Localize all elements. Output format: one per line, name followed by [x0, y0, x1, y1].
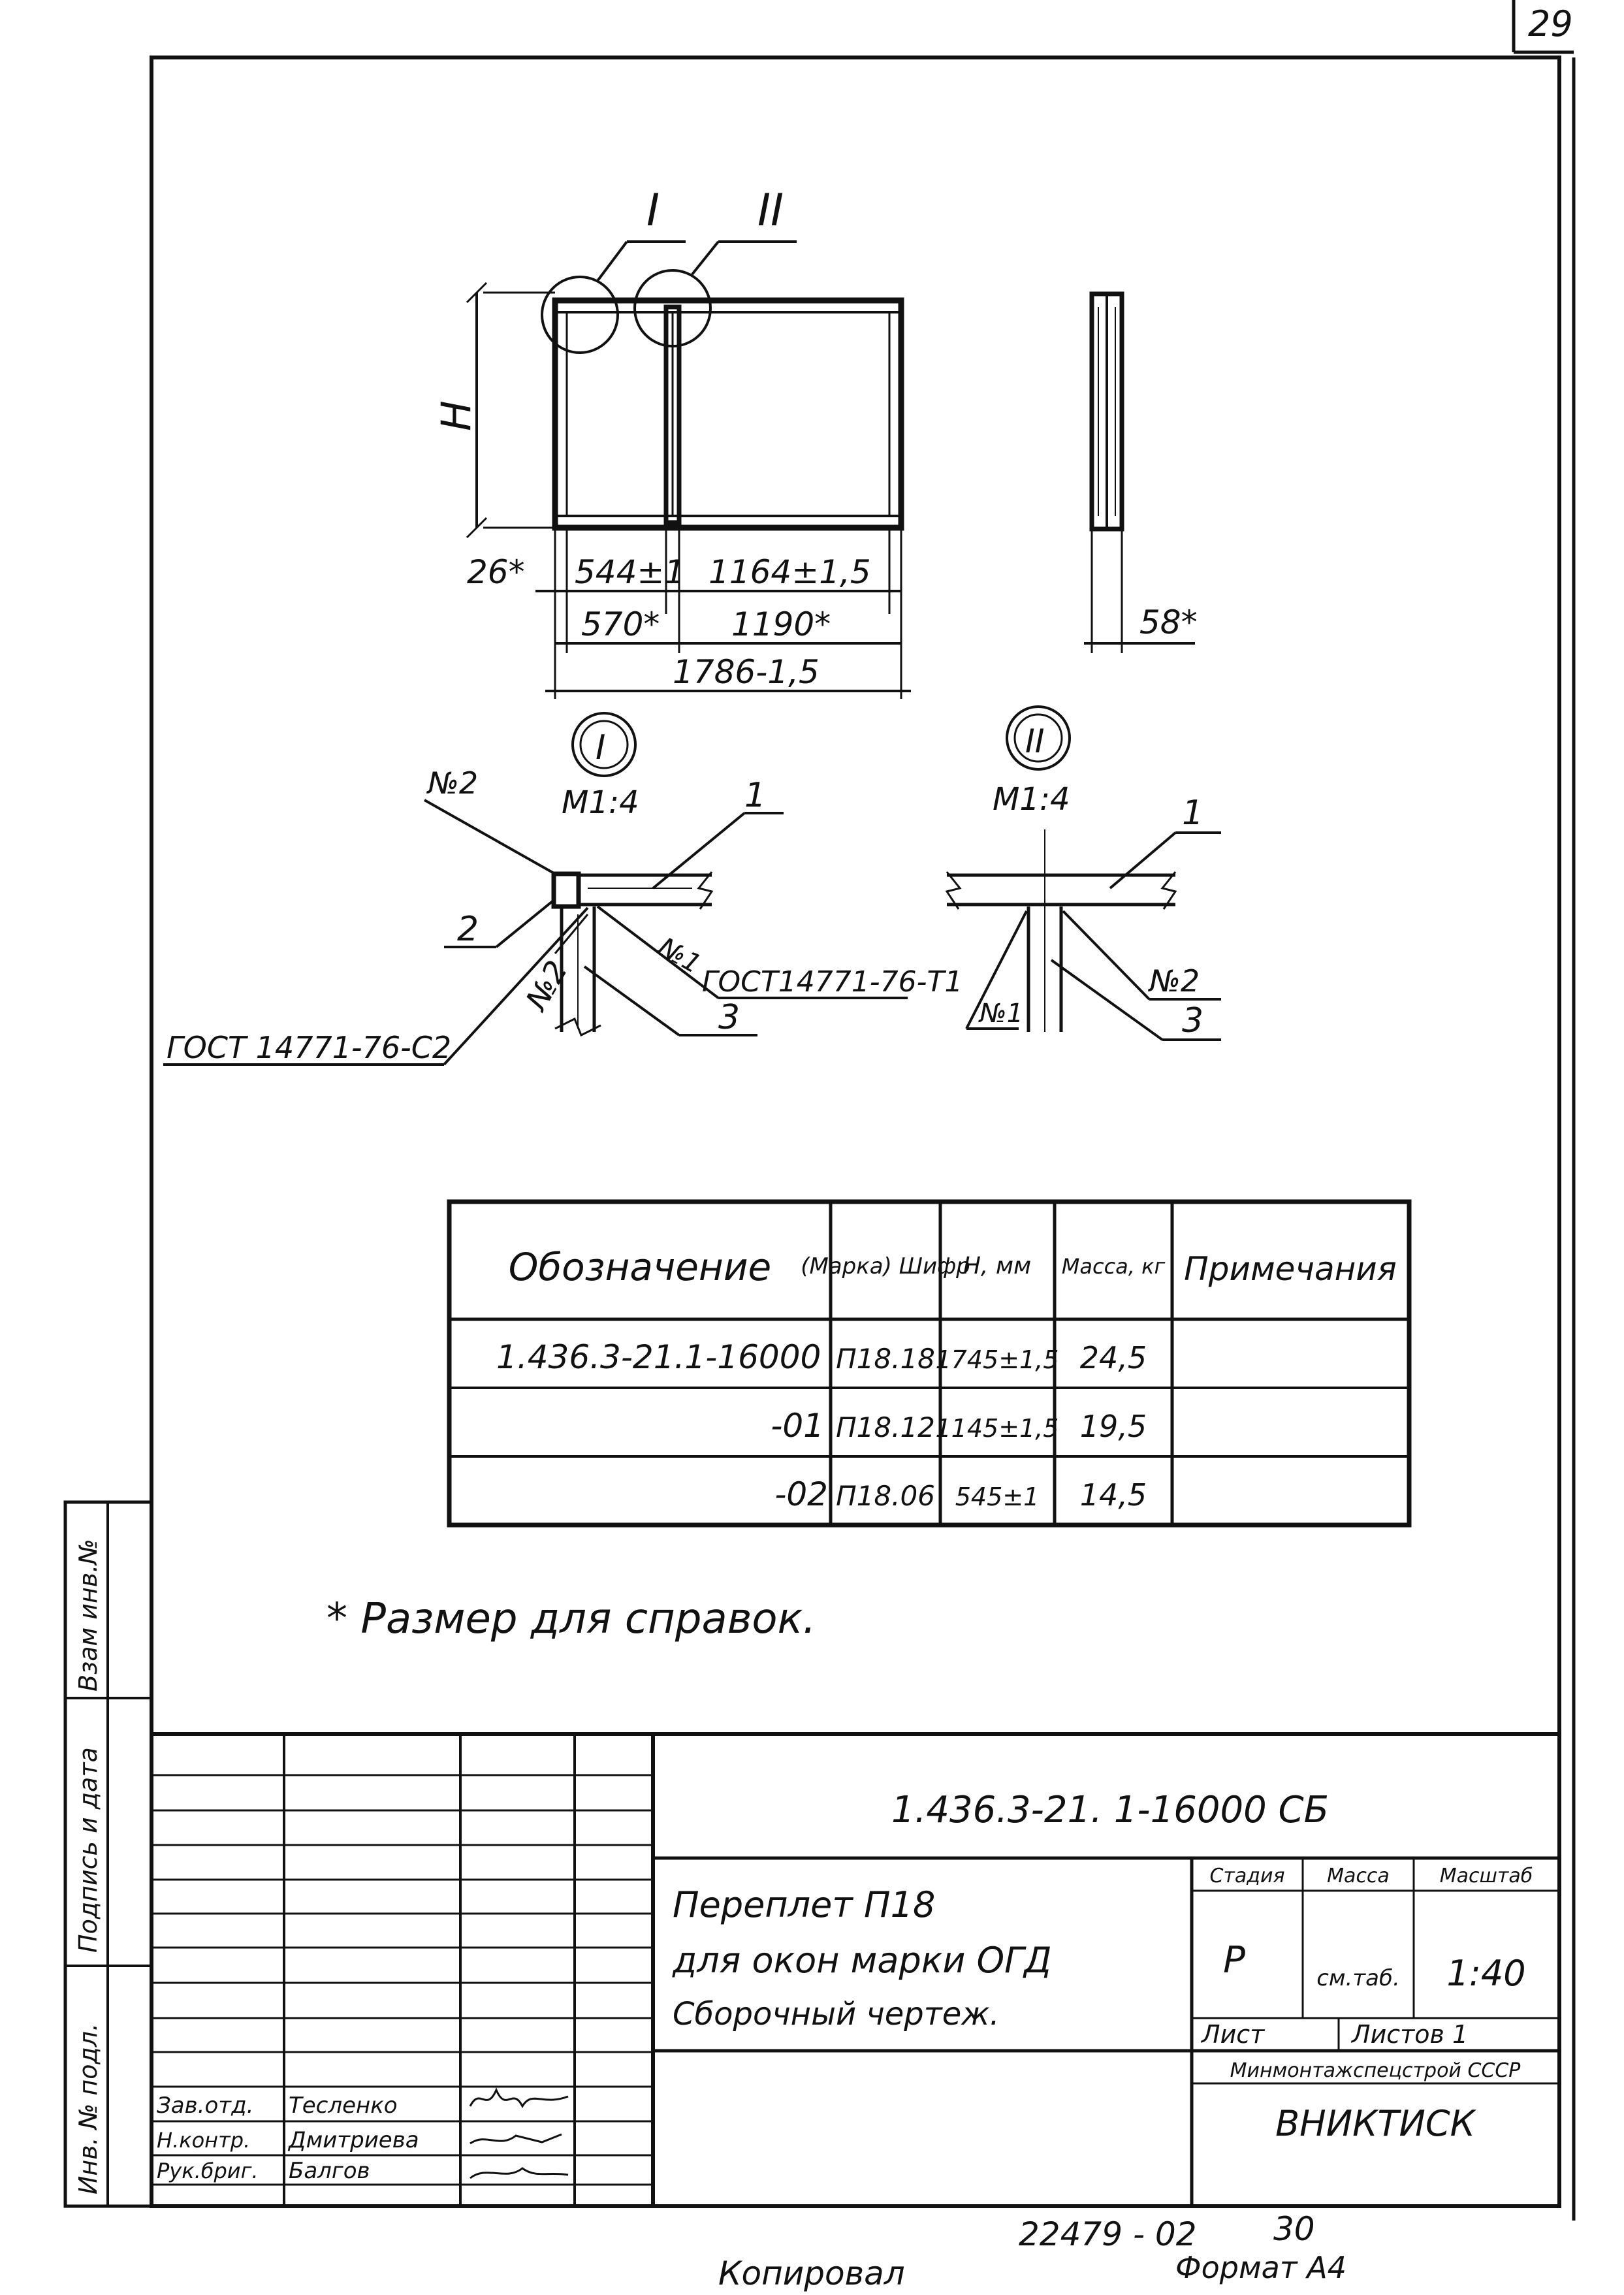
detail-I-pos-1: 1 — [744, 776, 767, 815]
bottom-sheet: 30 — [1273, 2210, 1315, 2248]
detail-II-title: II — [1025, 722, 1045, 760]
detail-label-1: I — [646, 185, 660, 236]
dim-1190: 1190* — [731, 605, 831, 643]
document-name-line2: для окон марки ОГД — [673, 1940, 1052, 1981]
detail-I-pos-2: 2 — [457, 910, 479, 949]
detail-I-weld-inner: №1 — [653, 931, 707, 980]
detail-II-weld-left: №1 — [979, 999, 1024, 1029]
stage-value: Р — [1223, 1939, 1245, 1982]
role-1-name: Тесленко — [289, 2093, 398, 2119]
table-row-3-mass: 14,5 — [1079, 1477, 1147, 1513]
dim-570: 570* — [581, 605, 660, 643]
dim-26: 26* — [467, 553, 525, 591]
ministry-name: Минмонтажспецстрой СССР — [1230, 2059, 1521, 2082]
table-row-2-mass: 19,5 — [1079, 1409, 1147, 1444]
detail-I-scale: М1:4 — [562, 784, 639, 821]
organization-name: ВНИКТИСК — [1275, 2103, 1475, 2144]
detail-I-weld-side: №2 — [518, 954, 575, 1016]
copied-by: Копировал — [718, 2255, 905, 2292]
stamp-inv-orig: Инв. № подл. — [74, 2023, 103, 2194]
dim-1786: 1786-1,5 — [673, 653, 820, 691]
detail-II-pos-1: 1 — [1182, 794, 1204, 833]
stamp-sign-date: Подпись и дата — [74, 1747, 103, 1953]
table-header-height: Н, мм — [963, 1253, 1032, 1279]
dim-1164: 1164±1,5 — [709, 553, 871, 591]
table-row-1-height: 1745±1,5 — [935, 1345, 1059, 1374]
format-label: Формат А4 — [1175, 2250, 1346, 2285]
bottom-number: 22479 - 02 — [1019, 2215, 1197, 2253]
table-row-2-mark: П18.12 — [836, 1411, 935, 1443]
table-header-designation: Обозначение — [508, 1245, 772, 1289]
table-header-mass: Масса, кг — [1061, 1254, 1166, 1279]
table-row-1-mark: П18.18 — [836, 1343, 935, 1375]
document-name-line1: Переплет П18 — [673, 1884, 936, 1925]
stage-header: Стадия — [1209, 1865, 1285, 1887]
table-row-2-designation: -01 — [771, 1407, 824, 1445]
height-label: H — [432, 400, 480, 431]
document-code: 1.436.3-21. 1-16000 СБ — [891, 1789, 1329, 1831]
detail-label-2: II — [757, 185, 784, 236]
table-row-1-designation: 1.436.3-21.1-16000 — [496, 1338, 821, 1376]
table-row-2-height: 1145±1,5 — [935, 1414, 1059, 1443]
table-header-mark: (Марка) Шифр — [801, 1253, 970, 1279]
table-header-notes: Примечания — [1184, 1250, 1397, 1288]
sheets-label: Листов 1 — [1352, 2020, 1469, 2049]
role-2: Н.контр. — [157, 2128, 251, 2153]
document-name-line3: Сборочный чертеж. — [673, 1996, 1000, 2032]
stamp-inv-dup: Взам инв.№ — [74, 1539, 103, 1692]
detail-I-standard-left: ГОСТ 14771-76-С2 — [167, 1030, 452, 1065]
scale-value: 1:40 — [1446, 1953, 1526, 1994]
footnote: * Размер для справок. — [326, 1595, 816, 1643]
role-3-name: Балгов — [289, 2158, 370, 2184]
detail-II-pos-3: 3 — [1182, 1001, 1204, 1040]
table-row-3-designation: -02 — [774, 1475, 828, 1513]
table-row-3-height: 545±1 — [955, 1483, 1040, 1511]
page-number: 29 — [1528, 3, 1573, 44]
sheet-label: Лист — [1202, 2020, 1265, 2049]
role-3: Рук.бриг. — [157, 2159, 259, 2183]
dim-544: 544±1 — [575, 553, 686, 591]
table-row-3-mark: П18.06 — [836, 1480, 935, 1512]
detail-II-weld-right: №2 — [1149, 963, 1200, 999]
dim-58: 58* — [1139, 603, 1198, 641]
mass-header: Масса — [1327, 1865, 1390, 1887]
role-2-name: Дмитриева — [289, 2127, 419, 2153]
detail-I-pos-3: 3 — [718, 998, 740, 1037]
detail-I-title: I — [596, 728, 606, 767]
scale-header: Масштаб — [1439, 1865, 1533, 1887]
detail-I-weld-top: №2 — [428, 765, 479, 801]
table-row-1-mass: 24,5 — [1079, 1340, 1147, 1375]
detail-I-standard-right: ГОСТ14771-76-Т1 — [702, 965, 963, 999]
detail-II-scale: М1:4 — [993, 781, 1070, 818]
role-1: Зав.отд. — [157, 2093, 254, 2119]
mass-value: см.таб. — [1316, 1965, 1400, 1991]
